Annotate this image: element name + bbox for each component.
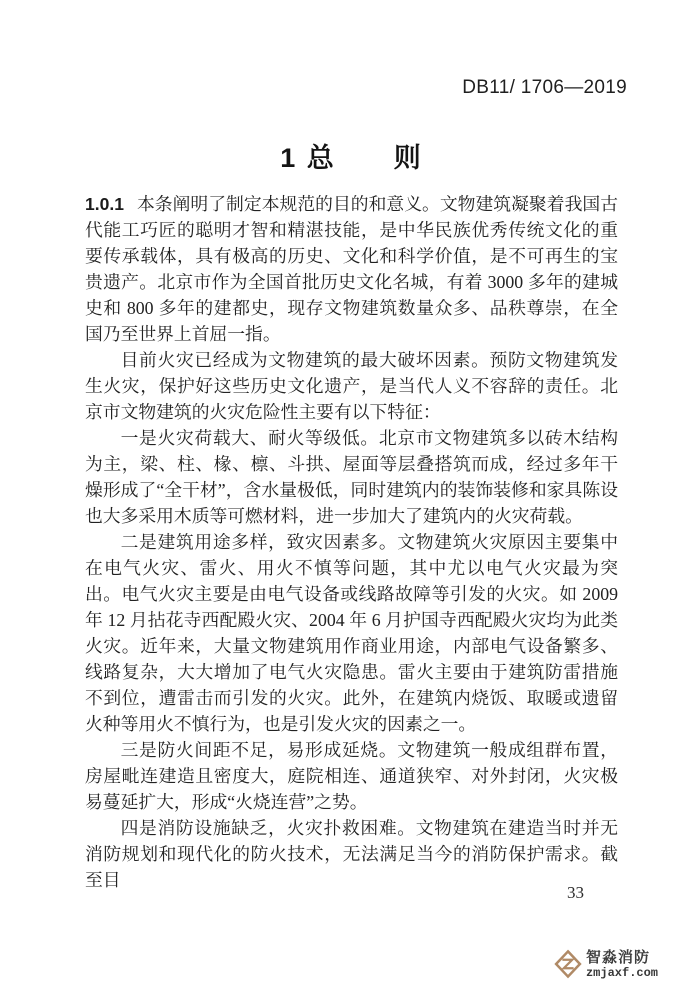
paragraph-text: 四是消防设施缺乏，火灾扑救困难。文物建筑在建造当时并无消防规划和现代化的防火技术，无法满足当今的消防保护需求。截至目 bbox=[85, 818, 618, 890]
chapter-title: 1 总 则 bbox=[280, 143, 423, 173]
paragraph-text: 三是防火间距不足，易形成延烧。文物建筑一般成组群布置，房屋毗连建造且密度大，庭院相连、通道狭窄、对外封闭，火灾极易蔓延扩大，形成“火烧连营”之势。 bbox=[85, 740, 618, 812]
standard-number: DB11/ 1706—2019 bbox=[462, 77, 627, 98]
watermark-brand: 智淼消防 bbox=[585, 948, 650, 966]
paragraph bbox=[85, 529, 618, 737]
paragraph-text: 目前火灾已经成为文物建筑的最大破坏因素。预防文物建筑发生火灾，保护好这些历史文化遗产，是当代人义不容辞的责任。北京市文物建筑的火灾危险性主要有以下特征： bbox=[85, 350, 618, 422]
paragraph bbox=[85, 815, 618, 893]
zhimiao-logo-icon bbox=[554, 949, 582, 979]
paragraph-text: 本条阐明了制定本规范的目的和意义。文物建筑凝聚着我国古代能工巧匠的聪明才智和精湛技能，是中华民族优秀传统文化的重要传承载体，具有极高的历史、文化和科学价值，是不可再生的宝贵遗产。北京市作为全国首批历史文化名城，有着 3000 多年的建城史和 800 多年的建都史，现存文物建筑数量众多、品秩尊崇，在全国乃至世界上首屈一指。 bbox=[85, 194, 618, 344]
paragraph-clause-1-0-1 bbox=[85, 191, 618, 347]
page-number: 33 bbox=[567, 883, 584, 902]
watermark bbox=[554, 949, 658, 979]
paragraph-text: 一是火灾荷载大、耐火等级低。北京市文物建筑多以砖木结构为主，梁、柱、椽、檩、斗拱、屋面等层叠搭筑而成，经过多年干燥形成了“全干材”，含水量极低，同时建筑内的装饰装修和家具陈设也大多采用木质等可燃材料，进一步加大了建筑内的火灾荷载。 bbox=[85, 428, 618, 526]
watermark-site: zmjaxf.com bbox=[585, 965, 658, 980]
paragraph bbox=[85, 425, 618, 529]
document-body bbox=[85, 191, 618, 893]
paragraph bbox=[85, 737, 618, 815]
watermark-text bbox=[586, 950, 658, 979]
paragraph bbox=[85, 347, 618, 425]
paragraph-text: 二是建筑用途多样，致灾因素多。文物建筑火灾原因主要集中在电气火灾、雷火、用火不慎等问题，其中尤以电气火灾最为突出。电气火灾主要是由电气设备或线路故障等引发的火灾。如 2009 年 12 月拈花寺西配殿火灾、2004 年 6 月护国寺西配殿火灾均为此类火灾。近年来，大量文物建筑用作商业用途，内部电气设备繁多、线路复杂，大大增加了电气火灾隐患。雷火主要由于建筑防雷措施不到位，遭雷击而引发的火灾。此外，在建筑内烧饭、取暖或遗留火种等用火不慎行为，也是引发火灾的因素之一。 bbox=[85, 532, 618, 734]
clause-number: 1.0.1 bbox=[85, 194, 124, 214]
